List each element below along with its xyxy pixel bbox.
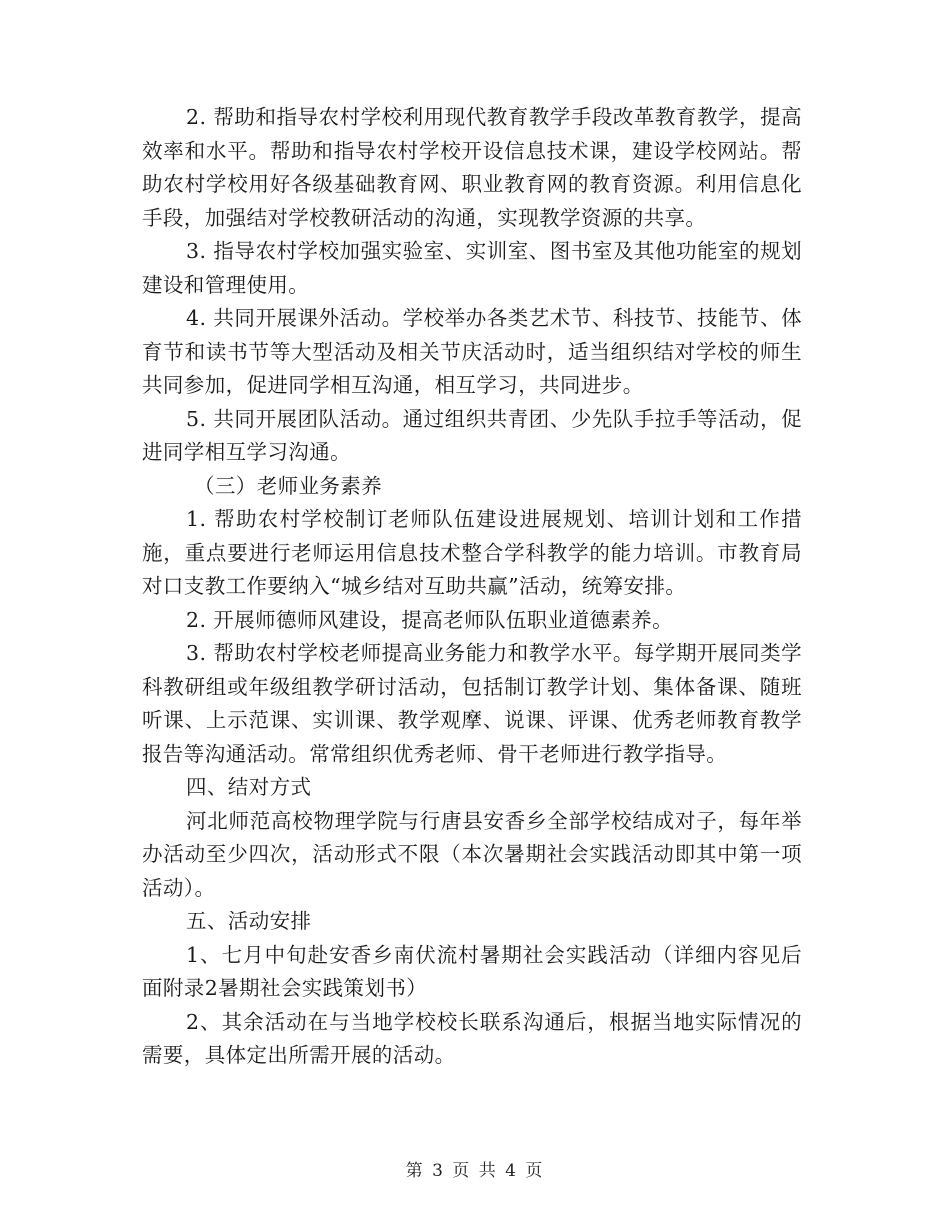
paragraph-item-1-teacher-training: 1. 帮助农村学校制订老师队伍建设进展规划、培训计划和工作措施，重点要进行老师运用信息技术整合学科教学的能力培训。市教育局对口支教工作要纳入“城乡结对互助共赢”活动，统筹安排。 bbox=[142, 507, 802, 598]
page-number-footer: 第 3 页 共 4 页 bbox=[405, 1161, 545, 1181]
paragraph-item-2-teaching-means: 2. 帮助和指导农村学校利用现代教育教学手段改革教育教学，提高效率和水平。帮助和指导农村学校开设信息技术课，建设学校网站。帮助农村学校用好各级基础教育网、职业教育网的教育资源。利用信息化手段，加强结对学校教研活动的沟通，实现教学资源的共享。 bbox=[142, 105, 802, 230]
document-body bbox=[142, 101, 802, 1073]
paragraph-activity-2: 2、其余活动在与当地学校校长联系沟通后，根据当地实际情况的需要，具体定出所需开展的活动。 bbox=[142, 1009, 802, 1067]
paragraph-item-3-labs: 3. 指导农村学校加强实验室、实训室、图书室及其他功能室的规划建设和管理使用。 bbox=[142, 239, 802, 297]
paragraph-item-2-ethics: 2. 开展师德师风建设，提高老师队伍职业道德素养。 bbox=[186, 607, 674, 632]
paragraph-item-4-extracurricular: 4. 共同开展课外活动。学校举办各类艺术节、科技节、技能节、体育节和读书节等大型活动及相关节庆活动时，适当组织结对学校的师生共同参加，促进同学相互沟通，相互学习，共同进步。 bbox=[142, 306, 802, 397]
paragraph-item-3-teaching-ability: 3. 帮助农村学校老师提高业务能力和教学水平。每学期开展同类学科教研组或年级组教学研讨活动，包括制订教学计划、集体备课、随班听课、上示范课、实训课、教学观摩、说课、评课、优秀老师教育教学报告等沟通活动。常常组织优秀老师、骨干老师进行教学指导。 bbox=[142, 641, 802, 766]
paragraph-activity-1: 1、七月中旬赴安香乡南伏流村暑期社会实践活动（详细内容见后面附录2暑期社会实践策划书） bbox=[142, 942, 802, 1000]
paragraph-pairing-method: 河北师范高校物理学院与行唐县安香乡全部学校结成对子，每年举办活动至少四次，活动形式不限（本次暑期社会实践活动即其中第一项活动）。 bbox=[142, 808, 802, 900]
section-heading-activity-plan: 五、活动安排 bbox=[186, 909, 312, 933]
paragraph-item-5-team-activities: 5. 共同开展团队活动。通过组织共青团、少先队手拉手等活动，促进同学相互学习沟通。 bbox=[142, 406, 802, 464]
section-heading-pairing-method: 四、结对方式 bbox=[186, 775, 312, 799]
section-heading-teacher-quality: （三）老师业务素养 bbox=[194, 473, 383, 498]
